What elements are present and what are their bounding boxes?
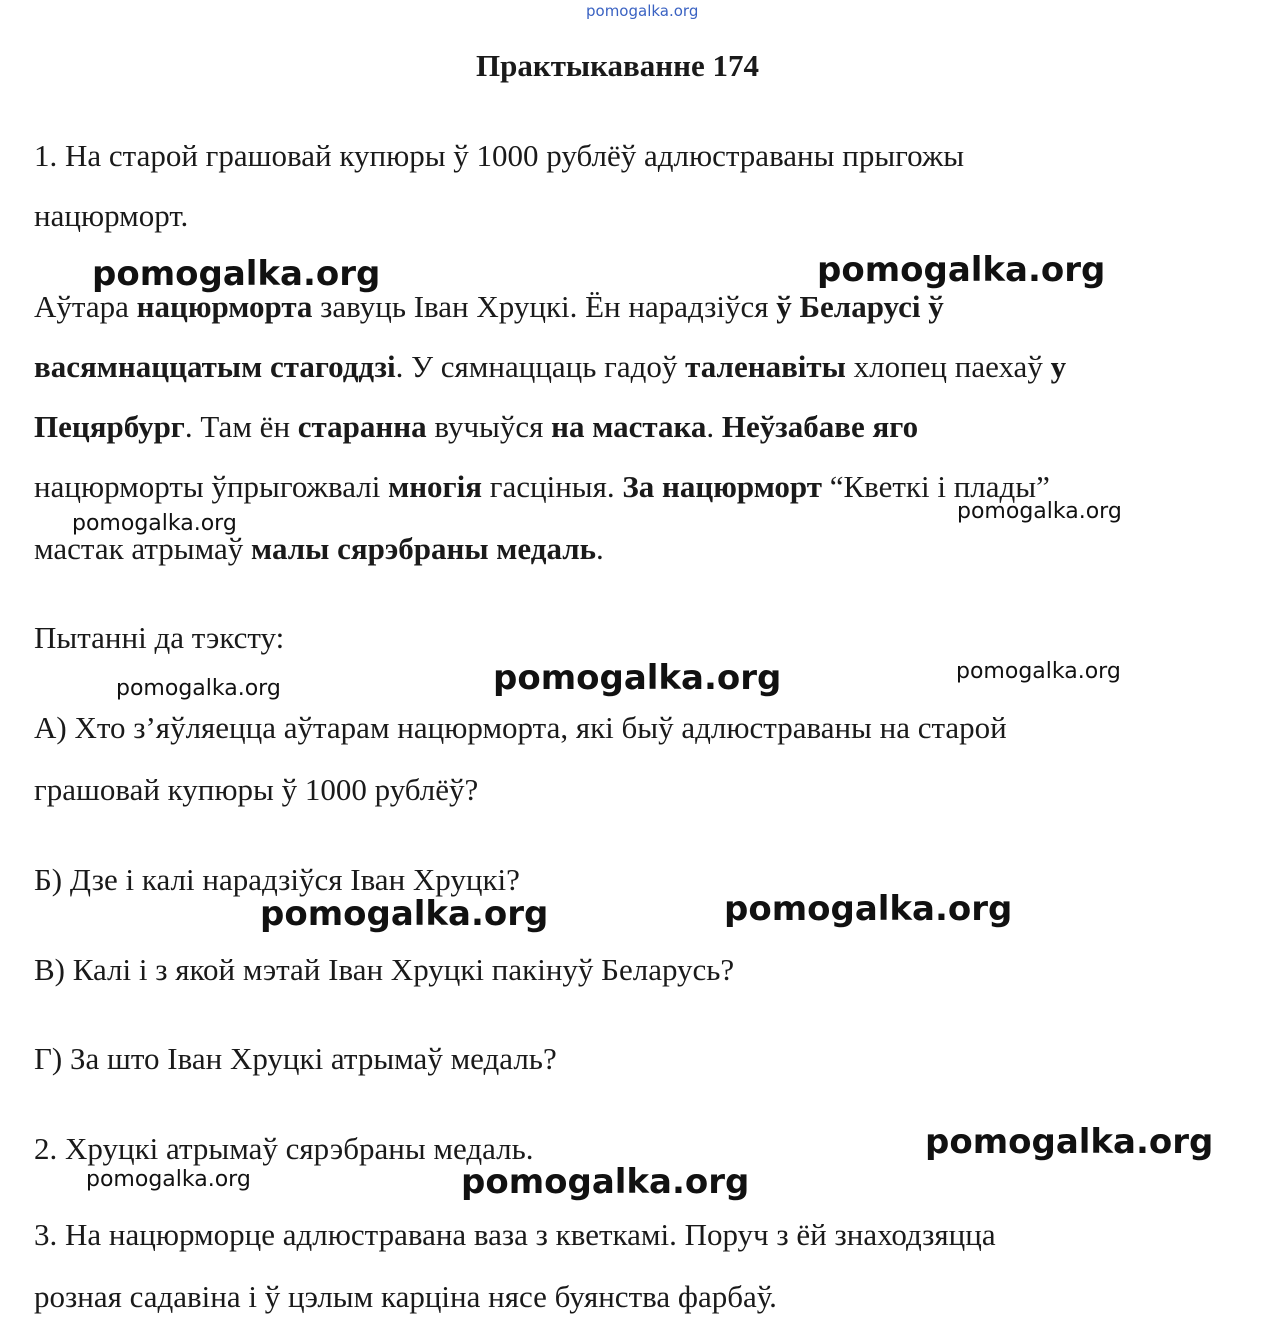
paragraph-line-2: васямнаццатым стагоддзі. У сямнаццаць гадоў таленавіты хлопец паехаў у: [34, 349, 1067, 384]
watermark: pomogalka.org: [260, 894, 549, 934]
page-title: Практыкаванне 174: [475, 48, 759, 83]
watermark: pomogalka.org: [461, 1162, 750, 1202]
watermark: pomogalka.org: [817, 250, 1106, 290]
watermark: pomogalka.org: [925, 1122, 1214, 1162]
site-header-link[interactable]: pomogalka.org: [586, 2, 699, 20]
question-a-line-2: грашовай купюры ў 1000 рублёў?: [34, 772, 479, 807]
question-g: Г) За што Іван Хруцкі атрымаў медаль?: [34, 1041, 557, 1076]
watermark: pomogalka.org: [493, 658, 782, 698]
question-v: В) Калі і з якой мэтай Іван Хруцкі пакінуў Беларусь?: [34, 952, 735, 987]
watermark: pomogalka.org: [724, 889, 1013, 929]
paragraph-line-5: мастак атрымаў малы сярэбраны медаль.: [34, 531, 604, 566]
question-b: Б) Дзе і калі нарадзіўся Іван Хруцкі?: [34, 862, 520, 897]
answer-3-line-2: розная садавіна і ў цэлым карціна нясе буянства фарбаў.: [34, 1279, 777, 1314]
answer-1-line-2: нацюрморт.: [34, 198, 189, 233]
paragraph-line-3: Пецярбург. Там ён старанна вучыўся на мастака. Неўзабаве яго: [34, 409, 919, 444]
watermark: pomogalka.org: [86, 1167, 251, 1192]
watermark: pomogalka.org: [92, 254, 381, 294]
watermark: pomogalka.org: [957, 499, 1122, 524]
answer-2: 2. Хруцкі атрымаў сярэбраны медаль.: [34, 1131, 534, 1166]
questions-heading: Пытанні да тэксту:: [34, 620, 285, 655]
paragraph-line-1: Аўтара нацюрморта завуць Іван Хруцкі. Ён нарадзіўся ў Беларусі ў: [34, 289, 944, 324]
question-a-line-1: А) Хто з’яўляецца аўтарам нацюрморта, які быў адлюстраваны на старой: [34, 710, 1007, 745]
paragraph-line-4: нацюрморты ўпрыгожвалі многія гасціныя. За нацюрморт “Кветкі і плады”: [34, 469, 1050, 504]
watermark: pomogalka.org: [956, 659, 1121, 684]
answer-3-line-1: 3. На нацюрморце адлюстравана ваза з кветкамі. Поруч з ёй знаходзяцца: [34, 1217, 996, 1252]
watermark: pomogalka.org: [116, 676, 281, 701]
watermark: pomogalka.org: [72, 511, 237, 536]
answer-1-line-1: 1. На старой грашовай купюры ў 1000 рублёў адлюстраваны прыгожы: [34, 138, 965, 173]
